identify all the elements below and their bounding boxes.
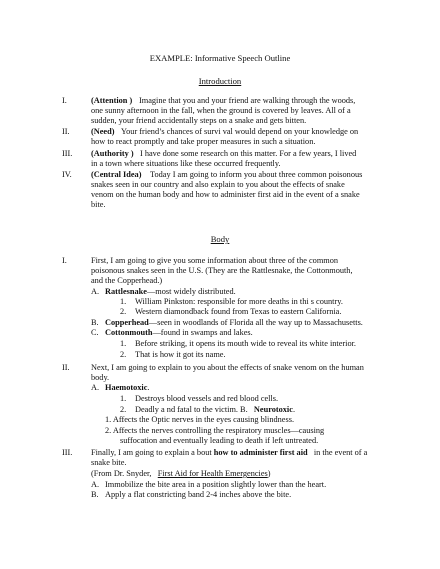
item-text: Finally, I am going to explain a bout xyxy=(91,448,212,457)
sub-letter: A. xyxy=(91,383,100,392)
sub-letter: B. xyxy=(91,318,99,327)
item-text: snakes seen in our country and also explain to you about the effects of snake xyxy=(91,180,345,189)
sub-text: 1. Affects the Optic nerves in the eyes causing blindness. xyxy=(105,415,295,424)
item-text: and the Copperhead.) xyxy=(91,276,163,285)
item-text: sudden, your friend accidentally steps on a snake and gets bitten. xyxy=(91,116,307,125)
item-text: poisonous snakes seen in the U.S. (They are the Rattlesnake, the Cottonmouth, xyxy=(91,266,353,275)
sub-letter: A. xyxy=(91,287,100,296)
sub-number: 2. xyxy=(120,350,127,359)
item-number: III. xyxy=(62,448,73,457)
item-text: how to react promptly and take proper measures in such a situation. xyxy=(91,137,316,146)
source-title: First Aid for Health Emergencies xyxy=(157,469,268,478)
bold-term: Neurotoxic xyxy=(253,405,293,414)
item-text: venom on the human body and how to administer first aid in the event of a snake xyxy=(91,190,360,199)
sub-number: 2. xyxy=(120,307,127,316)
sub-text: Before striking, it opens its mouth wide to reveal its white interior. xyxy=(135,339,356,348)
subpoint-rattlesnake xyxy=(105,287,236,298)
sub-text: suffocation and eventually leading to death if left untreated. xyxy=(120,436,319,445)
sub-letter: C. xyxy=(91,328,99,337)
source-text: ) xyxy=(267,469,271,478)
item-text: in the event of a xyxy=(313,448,368,457)
item-label: (Need) xyxy=(91,127,115,136)
item-text: Your friend’s chances of survi val would depend on your knowledge on xyxy=(121,127,359,136)
item-text: body. xyxy=(91,373,110,382)
item-text: bite. xyxy=(91,200,106,209)
item-text: one sunny afternoon in the fall, when the ground is covered by leaves. All of a xyxy=(91,106,351,115)
sub-number: 1. xyxy=(120,394,127,403)
item-number: I. xyxy=(62,96,67,105)
source-text: (From Dr. Snyder, xyxy=(91,469,152,478)
item-text: Today I am going to inform you about three common poisonous xyxy=(150,170,363,179)
bold-term: Copperhead xyxy=(105,318,149,327)
sub-text: Destroys blood vessels and red blood cells. xyxy=(135,394,279,403)
sub-number: 2. xyxy=(120,405,127,414)
sub-text: —seen in woodlands of Florida all the way up to Massachusetts. xyxy=(148,318,363,327)
sub-letter: B. xyxy=(91,490,99,499)
sub-number: 1. xyxy=(120,339,127,348)
sub-text: . xyxy=(292,405,296,414)
item-label: (Central Idea) xyxy=(91,170,142,179)
body-heading: Body xyxy=(210,234,230,244)
bold-term: how to administer first aid xyxy=(213,448,308,457)
sub-text: That is how it got its name. xyxy=(135,350,226,359)
sub-text: 2. Affects the nerves controlling the respiratory muscles—causing xyxy=(105,426,325,435)
item-number: I. xyxy=(62,256,67,265)
bold-term: Rattlesnake xyxy=(105,287,147,296)
item-number: II. xyxy=(62,363,70,372)
sub-number: 1. xyxy=(120,297,127,306)
sub-text: Western diamondback found from Texas to eastern California. xyxy=(135,307,342,316)
subpoint-cottonmouth xyxy=(105,328,253,339)
item-label: (Authority ) xyxy=(91,149,134,158)
item-number: III. xyxy=(62,149,73,158)
item-text: in a town where situations like these occurred frequently. xyxy=(91,159,281,168)
sub-text: . xyxy=(147,383,150,392)
subpoint-neurotoxic xyxy=(135,405,295,416)
item-text: I have done some research on this matter. For a few years, I lived xyxy=(140,149,357,158)
item-text: First, I am going to give you some information about three of the common xyxy=(91,256,339,265)
item-label: (Attention ) xyxy=(91,96,133,105)
sub-text: —most widely distributed. xyxy=(146,287,236,296)
subpoint-copperhead xyxy=(105,318,363,329)
sub-text: —found in swamps and lakes. xyxy=(152,328,253,337)
item-number: IV. xyxy=(62,170,72,179)
first-aid-intro xyxy=(91,448,367,459)
sub-letter: A. xyxy=(91,480,100,489)
bold-term: Cottonmouth xyxy=(105,328,153,337)
page-title: EXAMPLE: Informative Speech Outline xyxy=(149,53,291,63)
item-text: Next, I am going to explain to you about the effects of snake venom on the human xyxy=(91,363,364,372)
item-number: II. xyxy=(62,127,70,136)
sub-text: Apply a flat constricting band 2-4 inches above the bite. xyxy=(105,490,292,499)
source-citation xyxy=(91,469,271,480)
bold-term: Haemotoxic xyxy=(105,383,148,392)
sub-text: William Pinkston: responsible for more deaths in thi s country. xyxy=(135,297,343,306)
sub-text: Deadly a nd fatal to the victim. B. xyxy=(135,405,248,414)
sub-text: Immobilize the bite area in a position slightly lower than the heart. xyxy=(105,480,327,489)
item-text: Imagine that you and your friend are walking through the woods, xyxy=(139,96,356,105)
subpoint-haemotoxic xyxy=(105,383,149,394)
item-text: snake bite. xyxy=(91,458,127,467)
introduction-heading: Introduction xyxy=(198,76,242,86)
